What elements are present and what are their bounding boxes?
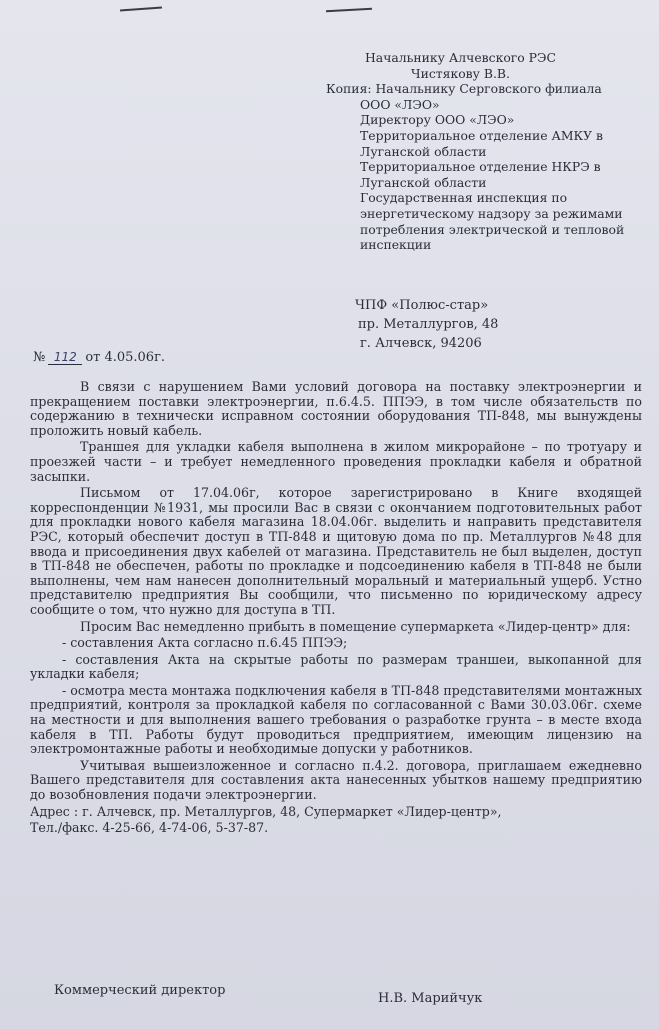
paragraph: Траншея для укладки кабеля выполнена в жилом микрорайоне – по тротуару и проезжей части – и требует немедленного проведения прокладки кабеля и обратной засыпки. — [30, 439, 642, 484]
copy-line: ООО «ЛЭО» — [360, 96, 440, 112]
copy-line: Территориальное отделение АМКУ в Луганской области — [360, 127, 604, 159]
contact-address: Адрес : г. Алчевск, пр. Металлургов, 48, Супермаркет «Лидер-центр», — [30, 803, 502, 819]
recipient-line: Начальнику Алчевского РЭС — [365, 50, 556, 65]
letter-date: от 4.05.06г. — [85, 350, 166, 365]
paragraph: Учитывая вышеизложенное и согласно п.4.2. договора, приглашаем ежедневно Вашего представителя для составления акта нанесенных убытков нашему предприятию до возобновления подачи электроэнергии. — [30, 757, 642, 803]
sender-company: ЧПФ «Полюс-стар» — [355, 298, 489, 313]
copy-line: Копия: Начальнику Серговского филиала — [326, 81, 602, 97]
copy-line: Территориальное отделение НКРЭ в Луганской области — [360, 159, 601, 190]
paragraph: Письмом от 17.04.06г, которое зарегистрировано в Книге входящей корреспонденции №1931, мы просили Вас в связи с окончанием подготовительных работ для прокладки нового кабеля магазина 18.04.06г. выделить и направить представителя РЭС, который обеспечит доступ в ТП-848 и щитовую дома по пр. Металлургов №48 для ввода и присоединения двух кабелей от магазина. Представитель не был выделен, доступ в ТП-848 не обеспечен, работы по прокладке и подсоединению кабеля в ТП-848 не были выполнены, чем нам нанесен дополнительный моральный и материальный ущерб. Устно представителю предприятия Вы сообщили, что письменно по юридическому адресу сообщите о том, что нужно для доступа в ТП. — [30, 485, 642, 617]
signatory-position: Коммерческий директор — [54, 983, 226, 998]
paragraph: В связи с нарушением Вами условий договора на поставку электроэнергии и прекращением поставки электроэнергии, п.6.4.5. ППЭЭ, в том числе обязательств по содержанию в технически исправном состоянии оборудования ТП-848, мы вынуждены проложить новый кабель. — [30, 379, 642, 438]
recipient-block — [326, 50, 651, 253]
contact-phone: Тел./факс. 4-25-66, 4-74-06, 5-37-87. — [30, 820, 269, 836]
pen-mark — [120, 7, 162, 12]
paragraph: Просим Вас немедленно прибыть в помещение супермаркета «Лидер-центр» для: — [80, 618, 631, 634]
reference-number — [33, 350, 165, 365]
list-item: - составления Акта на скрытые работы по размерам траншеи, выкопанной для укладки кабеля; — [30, 651, 642, 682]
signatory-name: Н.В. Марийчук — [378, 991, 483, 1006]
list-item: - составления Акта согласно п.6.45 ППЭЭ; — [62, 635, 348, 651]
pen-mark — [326, 8, 372, 12]
sender-city: г. Алчевск, 94206 — [360, 336, 482, 351]
copy-line: Государственная инспекция по энергетическому надзору за режимами потребления электрической и тепловой инспекции — [360, 190, 625, 253]
number-prefix: № — [33, 350, 46, 365]
recipient-line: Чистякову В.В. — [411, 65, 510, 81]
copy-line: Директору ООО «ЛЭО» — [360, 112, 515, 128]
letter-body — [30, 380, 642, 838]
handwritten-number: 112 — [48, 350, 82, 365]
sender-street: пр. Металлургов, 48 — [358, 317, 499, 332]
list-item: - осмотра места монтажа подключения кабеля в ТП-848 представителями монтажных предприятий, контроля за прокладкой кабеля по согласованной с Вами 30.03.06г. схеме на местности и для выполнения вашего требования о разработке грунта – в месте входа кабеля в ТП. Работы будут проводиться предприятием, имеющим лицензию на электромонтажные работы и необходимые допуски у работников. — [30, 682, 642, 757]
sender-block — [355, 296, 498, 353]
